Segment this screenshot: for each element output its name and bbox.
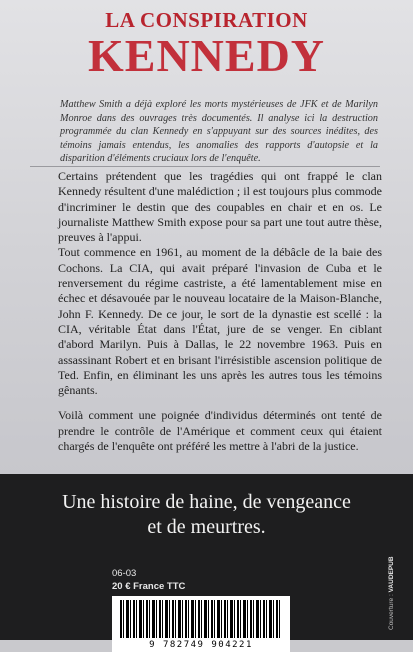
paragraph-3: Voilà comment une poignée d'individus déterminés ont tenté de prendre le contrôle de l'Amérique et comment ceux qui étaient chargés de l'enquête ont préféré les mettre à l'abri de la justice. [58, 408, 382, 454]
barcode-bars [120, 600, 282, 638]
tagline-line-1: Une histoire de haine, de vengeance [62, 491, 351, 513]
paragraph-2: Tout commence en 1961, au moment de la débâcle de la baie des Cochons. La CIA, qui avait préparé l'invasion de Cuba et le renversement du régime castriste, a été lamentablement mise en échec et désavouée par le nouveau locataire de la Maison-Blanche, John F. Kennedy. De ce jour, le sort de la dynastie est scellé : la CIA, véritable État dans l'État, jure de se venger. En ciblant d'abord Marilyn. Puis à Dallas, le 22 novembre 1963. Puis en assassinant Robert et en brisant l'irrésistible ascension politique de Ted. Enfin, en éliminant les uns après les autres tous les témoins gênants. [58, 245, 382, 398]
edition-code: 06-03 [112, 568, 137, 579]
price-label: 20 € France TTC [112, 581, 186, 592]
intro-text: Matthew Smith a déjà exploré les morts mystérieuses de JFK et de Marilyn Monroe dans des ouvrages très documentés. Il analyse ici la destruction programmée du clan Kennedy en s'appuyant sur des sources inédites, des témoins jamais entendus, les anomalies des rapports d'autopsie et la disparition d'éléments cruciaux lors de l'enquête. [60, 99, 378, 165]
barcode [112, 596, 290, 652]
body-text [58, 169, 382, 454]
credit-name: VAUDEPUB [388, 556, 395, 593]
barcode-digits: 9 782749 904221 [149, 640, 253, 650]
tagline-line-2: et de meurtres. [147, 516, 266, 538]
cover-credit [388, 540, 400, 630]
bottom-band [0, 474, 413, 650]
divider [30, 166, 380, 167]
paragraph-1: Certains prétendent que les tragédies qui ont frappé le clan Kennedy résultent d'une malédiction ; il est toujours plus commode d'incriminer le destin que des coupables en chair et en os. Le journaliste Matthew Smith expose pour sa part une tout autre thèse, preuves à l'appui. [58, 169, 382, 245]
title-main: KENNEDY [87, 30, 326, 81]
tagline [0, 490, 413, 540]
price-block [112, 568, 292, 652]
credit-label: Couverture : [388, 592, 395, 630]
title-series: LA CONSPIRATION [105, 8, 308, 32]
